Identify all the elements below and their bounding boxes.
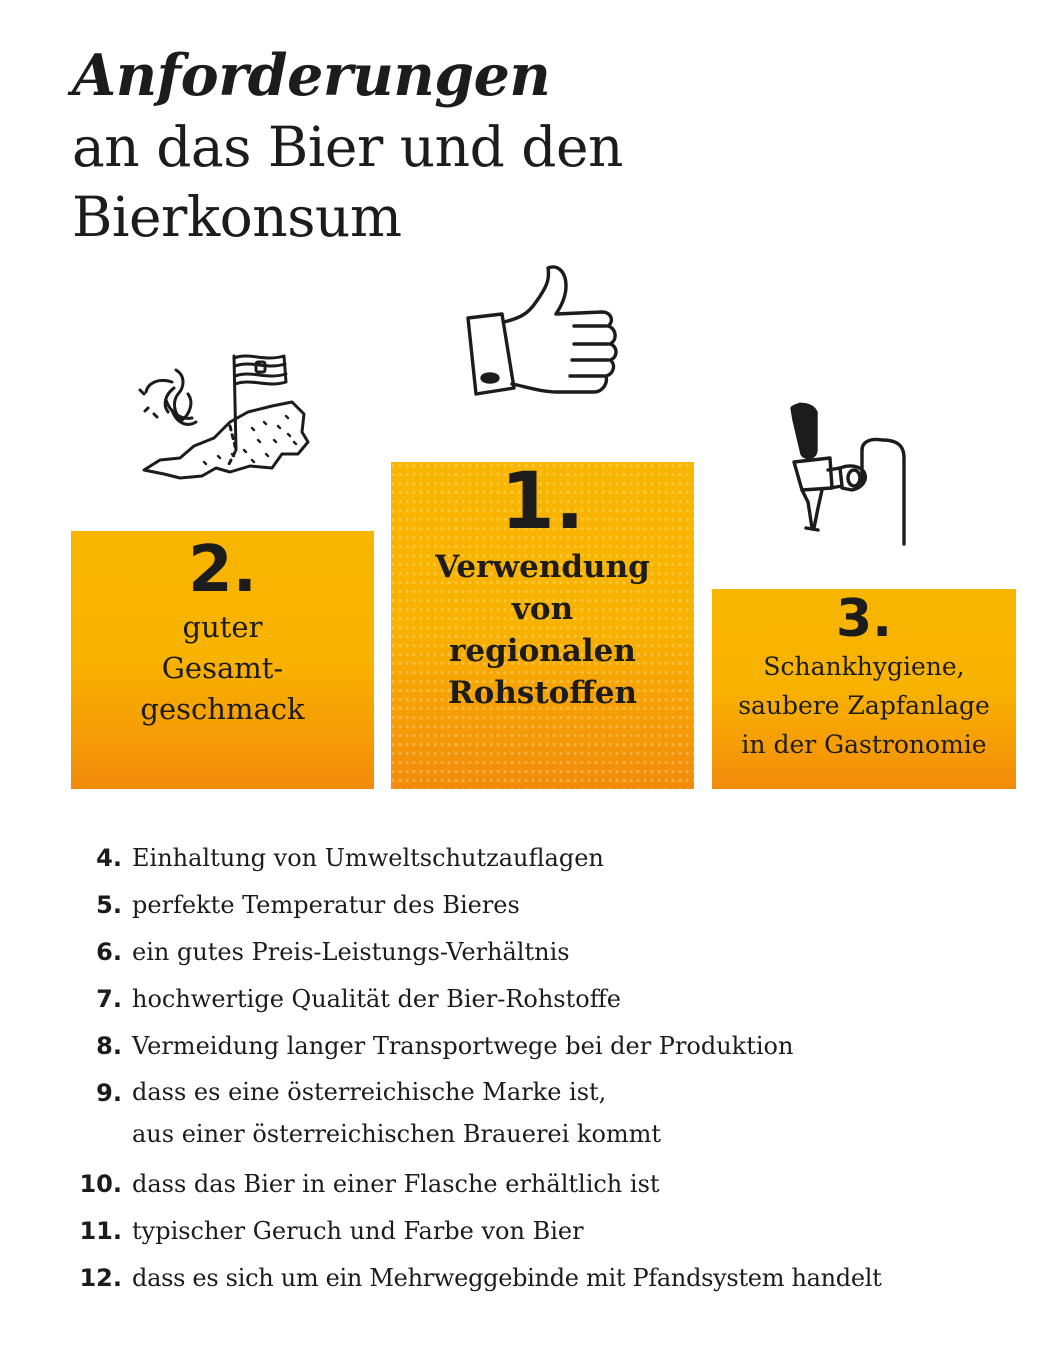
podium-second-line: geschmack (140, 692, 305, 726)
podium-first-text (391, 546, 694, 714)
list-rank: 6. (96, 938, 122, 966)
list-text (132, 836, 604, 880)
list-rank: 9. (96, 1079, 122, 1107)
beer-tap-icon (778, 398, 918, 548)
ranking-list (70, 836, 882, 1303)
list-text (132, 883, 520, 927)
list-rank: 5. (96, 891, 122, 919)
list-text-line: perfekte Temperatur des Bieres (132, 891, 520, 919)
podium-second-text (71, 607, 374, 730)
list-text (132, 977, 621, 1021)
list-item (70, 930, 882, 977)
podium-first-line: Rohstoffen (447, 675, 638, 711)
rank-number-3: 3. (836, 589, 892, 649)
podium-second (71, 531, 374, 789)
rank-number-2: 2. (188, 533, 257, 607)
title-main: Anforderungen (72, 42, 551, 109)
podium-third-line: saubere Zapfanlage (738, 691, 990, 720)
podium-second-line: Gesamt- (161, 651, 284, 685)
list-text (132, 1024, 793, 1068)
list-text-line: aus einer österreichischen Brauerei kommt (132, 1120, 662, 1148)
list-text-line: dass das Bier in einer Flasche erhältlich ist (132, 1170, 660, 1198)
list-text-line: dass es sich um ein Mehrweggebinde mit Pfandsystem handelt (132, 1264, 882, 1292)
list-rank: 10. (79, 1170, 122, 1198)
podium-first-line: regionalen (449, 633, 636, 669)
list-text (132, 930, 570, 974)
list-text (132, 1162, 660, 1206)
list-rank: 8. (96, 1032, 122, 1060)
podium-first-line: von (511, 591, 574, 627)
list-rank: 11. (79, 1217, 122, 1245)
list-item (70, 1024, 882, 1071)
list-text-line: Einhaltung von Umweltschutzauflagen (132, 844, 604, 872)
list-text-line: dass es eine österreichische Marke ist, (132, 1078, 607, 1106)
list-text-line: hochwertige Qualität der Bier-Rohstoffe (132, 985, 621, 1013)
podium-third-text (712, 647, 1016, 764)
list-item (70, 836, 882, 883)
title-line-2: an das Bier und den (72, 115, 623, 179)
podium-third-line: in der Gastronomie (741, 730, 987, 759)
list-text-line: typischer Geruch und Farbe von Bier (132, 1217, 584, 1245)
podium-third-line: Schankhygiene, (763, 652, 965, 681)
list-rank: 4. (96, 844, 122, 872)
title-line-3: Bierkonsum (72, 185, 402, 249)
list-item (70, 1209, 882, 1256)
list-text (132, 1071, 661, 1155)
podium-third (712, 589, 1016, 789)
podium-first (391, 457, 694, 789)
list-text (132, 1256, 882, 1300)
list-item (70, 1256, 882, 1303)
rank-number-1: 1. (500, 457, 585, 547)
list-item (70, 883, 882, 930)
austria-map-flag-hop-icon (132, 342, 312, 502)
list-text-line: Vermeidung langer Transportwege bei der Produktion (132, 1032, 794, 1060)
podium-second-line: guter (182, 610, 263, 644)
podium-first-line: Verwendung (435, 549, 650, 585)
list-text (132, 1209, 584, 1253)
list-rank: 7. (96, 985, 122, 1013)
list-item (70, 1071, 882, 1162)
list-item (70, 1162, 882, 1209)
list-item (70, 977, 882, 1024)
page-title (72, 40, 623, 252)
list-text-line: ein gutes Preis-Leistungs-Verhältnis (132, 938, 570, 966)
list-rank: 12. (79, 1264, 122, 1292)
thumbs-up-icon (462, 262, 642, 404)
